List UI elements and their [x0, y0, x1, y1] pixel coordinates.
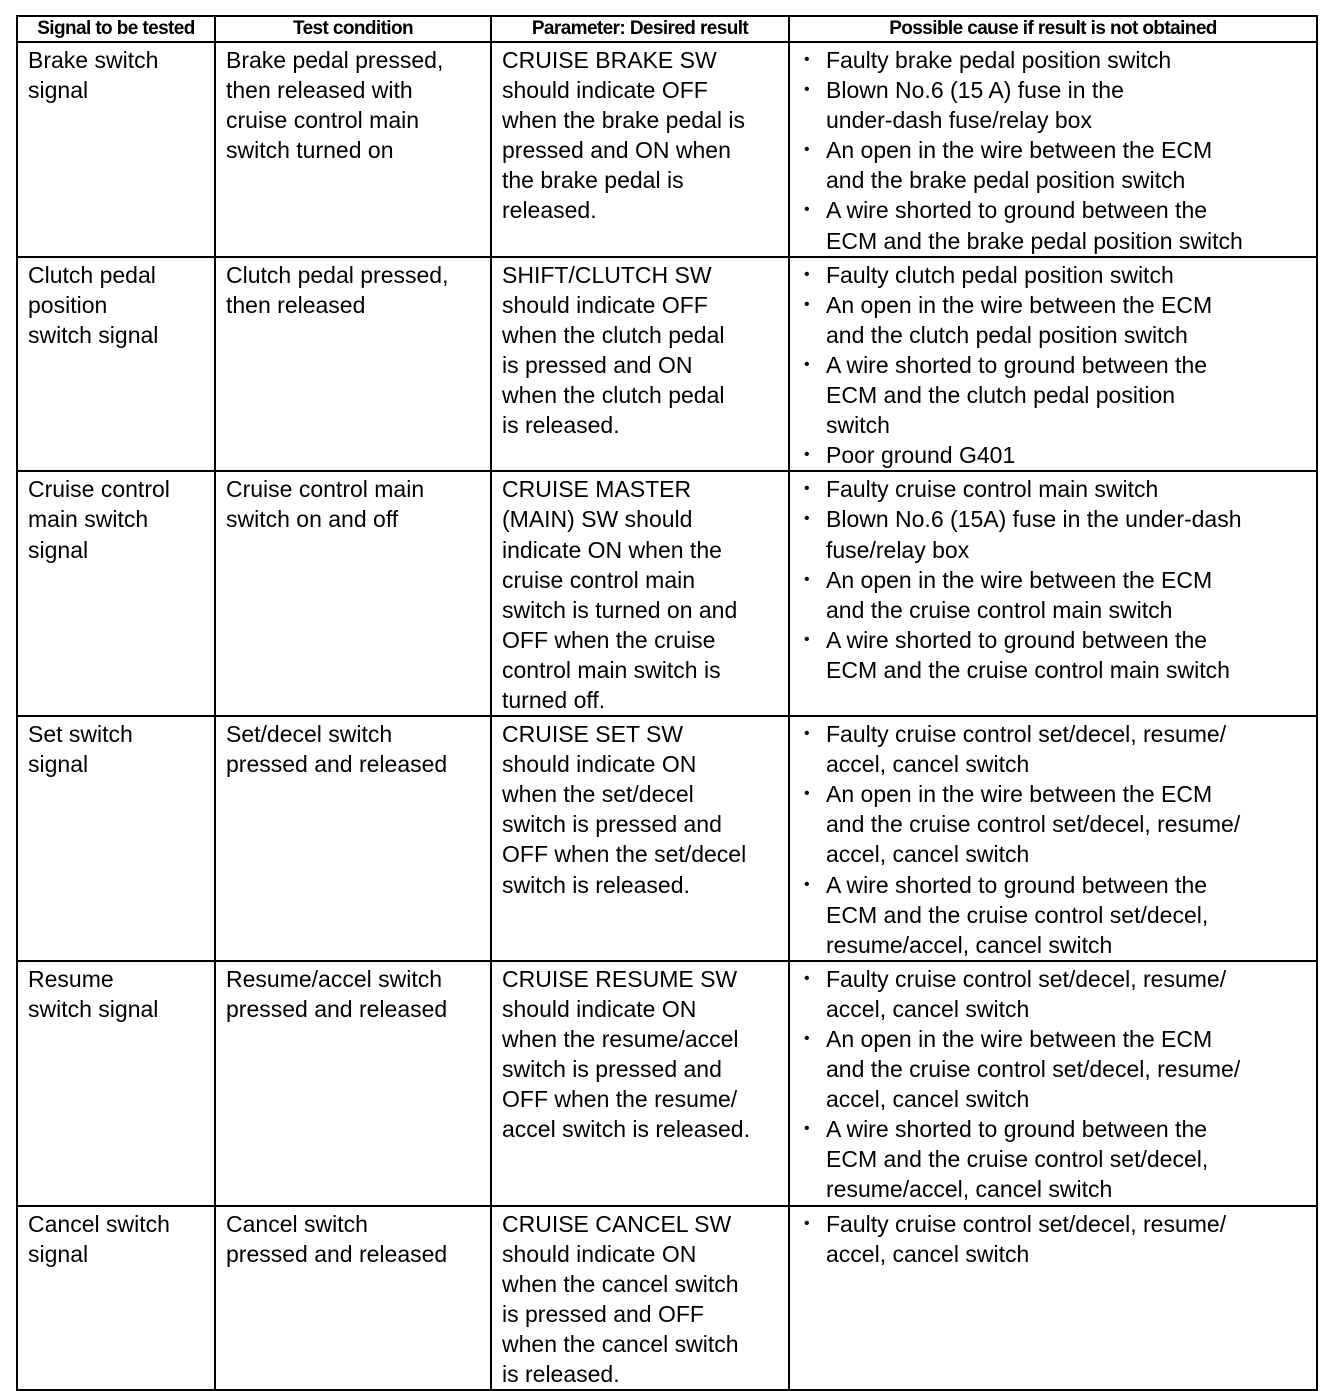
bullet-icon: • [804, 725, 810, 743]
header-causes: Possible cause if result is not obtained [789, 16, 1317, 42]
list-item [800, 719, 1308, 779]
bullet-icon: • [804, 51, 810, 68]
result-cell: CRUISE RESUME SW should indicate ON when the resume/accel switch is pressed and OFF when the resume/ accel switch is released. [491, 961, 789, 1206]
cause-text: An open in the wire between the ECM and the cruise control set/decel, resume/ accel, cancel switch [826, 1026, 1241, 1113]
table-header-row [17, 16, 1317, 42]
list-item [800, 565, 1308, 625]
list-item [800, 964, 1308, 1024]
cause-text: Faulty cruise control set/decel, resume/ accel, cancel switch [826, 721, 1227, 778]
cause-text: A wire shorted to ground between the ECM and the cruise control set/decel, resume/accel, cancel switch [826, 1116, 1209, 1203]
causes-cell [789, 257, 1317, 472]
header-condition: Test condition [215, 16, 491, 42]
causes-list [800, 260, 1308, 471]
causes-cell [789, 716, 1317, 961]
condition-cell: Cancel switch pressed and released [215, 1206, 491, 1391]
causes-cell [789, 961, 1317, 1206]
list-item [800, 1209, 1308, 1269]
header-result: Parameter: Desired result [491, 16, 789, 42]
bullet-icon: • [804, 446, 810, 464]
bullet-icon: • [804, 265, 810, 283]
list-item [800, 350, 1308, 440]
bullet-icon: • [804, 570, 810, 588]
list-item [800, 504, 1308, 564]
signal-cell: Set switch signal [17, 716, 215, 961]
table-row [17, 42, 1317, 257]
causes-list [800, 474, 1308, 685]
table-row [17, 471, 1317, 716]
list-item [800, 625, 1308, 685]
result-cell: CRUISE MASTER (MAIN) SW should indicate ON when the cruise control main switch is turned on and OFF when the cruise control main switch is turned off. [491, 471, 789, 716]
result-cell: CRUISE SET SW should indicate ON when the set/decel switch is pressed and OFF when the set/decel switch is released. [491, 716, 789, 961]
bullet-icon: • [804, 1120, 810, 1138]
bullet-icon: • [804, 510, 810, 528]
bullet-icon: • [804, 480, 810, 498]
cause-text: A wire shorted to ground between the ECM and the cruise control set/decel, resume/accel, cancel switch [826, 871, 1209, 958]
cause-text: Faulty clutch pedal position switch [826, 261, 1174, 288]
table-row [17, 1206, 1317, 1391]
bullet-icon: • [804, 1030, 810, 1047]
cause-text: Blown No.6 (15 A) fuse in the under-dash fuse/relay box [826, 77, 1124, 134]
list-item [800, 290, 1308, 350]
cause-text: A wire shorted to ground between the ECM and the cruise control main switch [826, 626, 1230, 683]
table-row [17, 257, 1317, 472]
causes-cell [789, 42, 1317, 257]
causes-list [800, 964, 1308, 1205]
list-item [800, 440, 1308, 470]
table-row [17, 716, 1317, 961]
causes-cell [789, 1206, 1317, 1391]
condition-cell: Brake pedal pressed, then released with cruise control main switch turned on [215, 42, 491, 257]
list-item [800, 1114, 1308, 1204]
signal-cell: Resume switch signal [17, 961, 215, 1206]
result-cell: CRUISE BRAKE SW should indicate OFF when the brake pedal is pressed and ON when the brake pedal is released. [491, 42, 789, 257]
bullet-icon: • [804, 1214, 810, 1232]
cause-text: An open in the wire between the ECM and the cruise control main switch [826, 566, 1213, 623]
list-item [800, 1024, 1308, 1114]
list-item [800, 195, 1308, 255]
causes-cell [789, 471, 1317, 716]
condition-cell: Cruise control main switch on and off [215, 471, 491, 716]
causes-list [800, 45, 1308, 256]
signal-cell: Brake switch signal [17, 42, 215, 257]
table-row [17, 961, 1317, 1206]
signal-cell: Clutch pedal position switch signal [17, 257, 215, 472]
diagnostic-table [16, 15, 1318, 1391]
list-item [800, 474, 1308, 504]
bullet-icon: • [804, 630, 810, 648]
list-item [800, 45, 1308, 75]
bullet-icon: • [804, 295, 810, 313]
list-item [800, 260, 1308, 290]
cause-text: Blown No.6 (15A) fuse in the under-dash fuse/relay box [826, 506, 1242, 563]
cause-text: Faulty brake pedal position switch [826, 47, 1172, 73]
cause-text: An open in the wire between the ECM and the brake pedal position switch [826, 137, 1213, 194]
causes-list [800, 1209, 1308, 1269]
list-item [800, 870, 1308, 960]
list-item [800, 75, 1308, 135]
list-item [800, 779, 1308, 869]
condition-cell: Resume/accel switch pressed and released [215, 961, 491, 1206]
cause-text: A wire shorted to ground between the ECM and the brake pedal position switch [826, 197, 1243, 254]
cause-text: An open in the wire between the ECM and the clutch pedal position switch [826, 291, 1213, 348]
bullet-icon: • [804, 141, 810, 159]
bullet-icon: • [804, 81, 810, 99]
header-signal: Signal to be tested [17, 16, 215, 42]
causes-list [800, 719, 1308, 960]
bullet-icon: • [804, 785, 810, 803]
condition-cell: Set/decel switch pressed and released [215, 716, 491, 961]
list-item [800, 135, 1308, 195]
result-cell: SHIFT/CLUTCH SW should indicate OFF when the clutch pedal is pressed and ON when the clutch pedal is released. [491, 257, 789, 472]
cause-text: Faulty cruise control set/decel, resume/ accel, cancel switch [826, 1210, 1227, 1267]
cause-text: An open in the wire between the ECM and the cruise control set/decel, resume/ accel, cancel switch [826, 781, 1241, 868]
cause-text: Faulty cruise control set/decel, resume/ accel, cancel switch [826, 965, 1227, 1022]
bullet-icon: • [804, 875, 810, 893]
bullet-icon: • [804, 969, 810, 987]
signal-cell: Cruise control main switch signal [17, 471, 215, 716]
bullet-icon: • [804, 355, 810, 373]
result-cell: CRUISE CANCEL SW should indicate ON when the cancel switch is pressed and OFF when the cancel switch is released. [491, 1206, 789, 1391]
cause-text: A wire shorted to ground between the ECM and the clutch pedal position switch [826, 351, 1208, 439]
cause-text: Poor ground G401 [826, 442, 1016, 469]
signal-cell: Cancel switch signal [17, 1206, 215, 1391]
condition-cell: Clutch pedal pressed, then released [215, 257, 491, 472]
cause-text: Faulty cruise control main switch [826, 476, 1159, 503]
bullet-icon: • [804, 201, 810, 219]
